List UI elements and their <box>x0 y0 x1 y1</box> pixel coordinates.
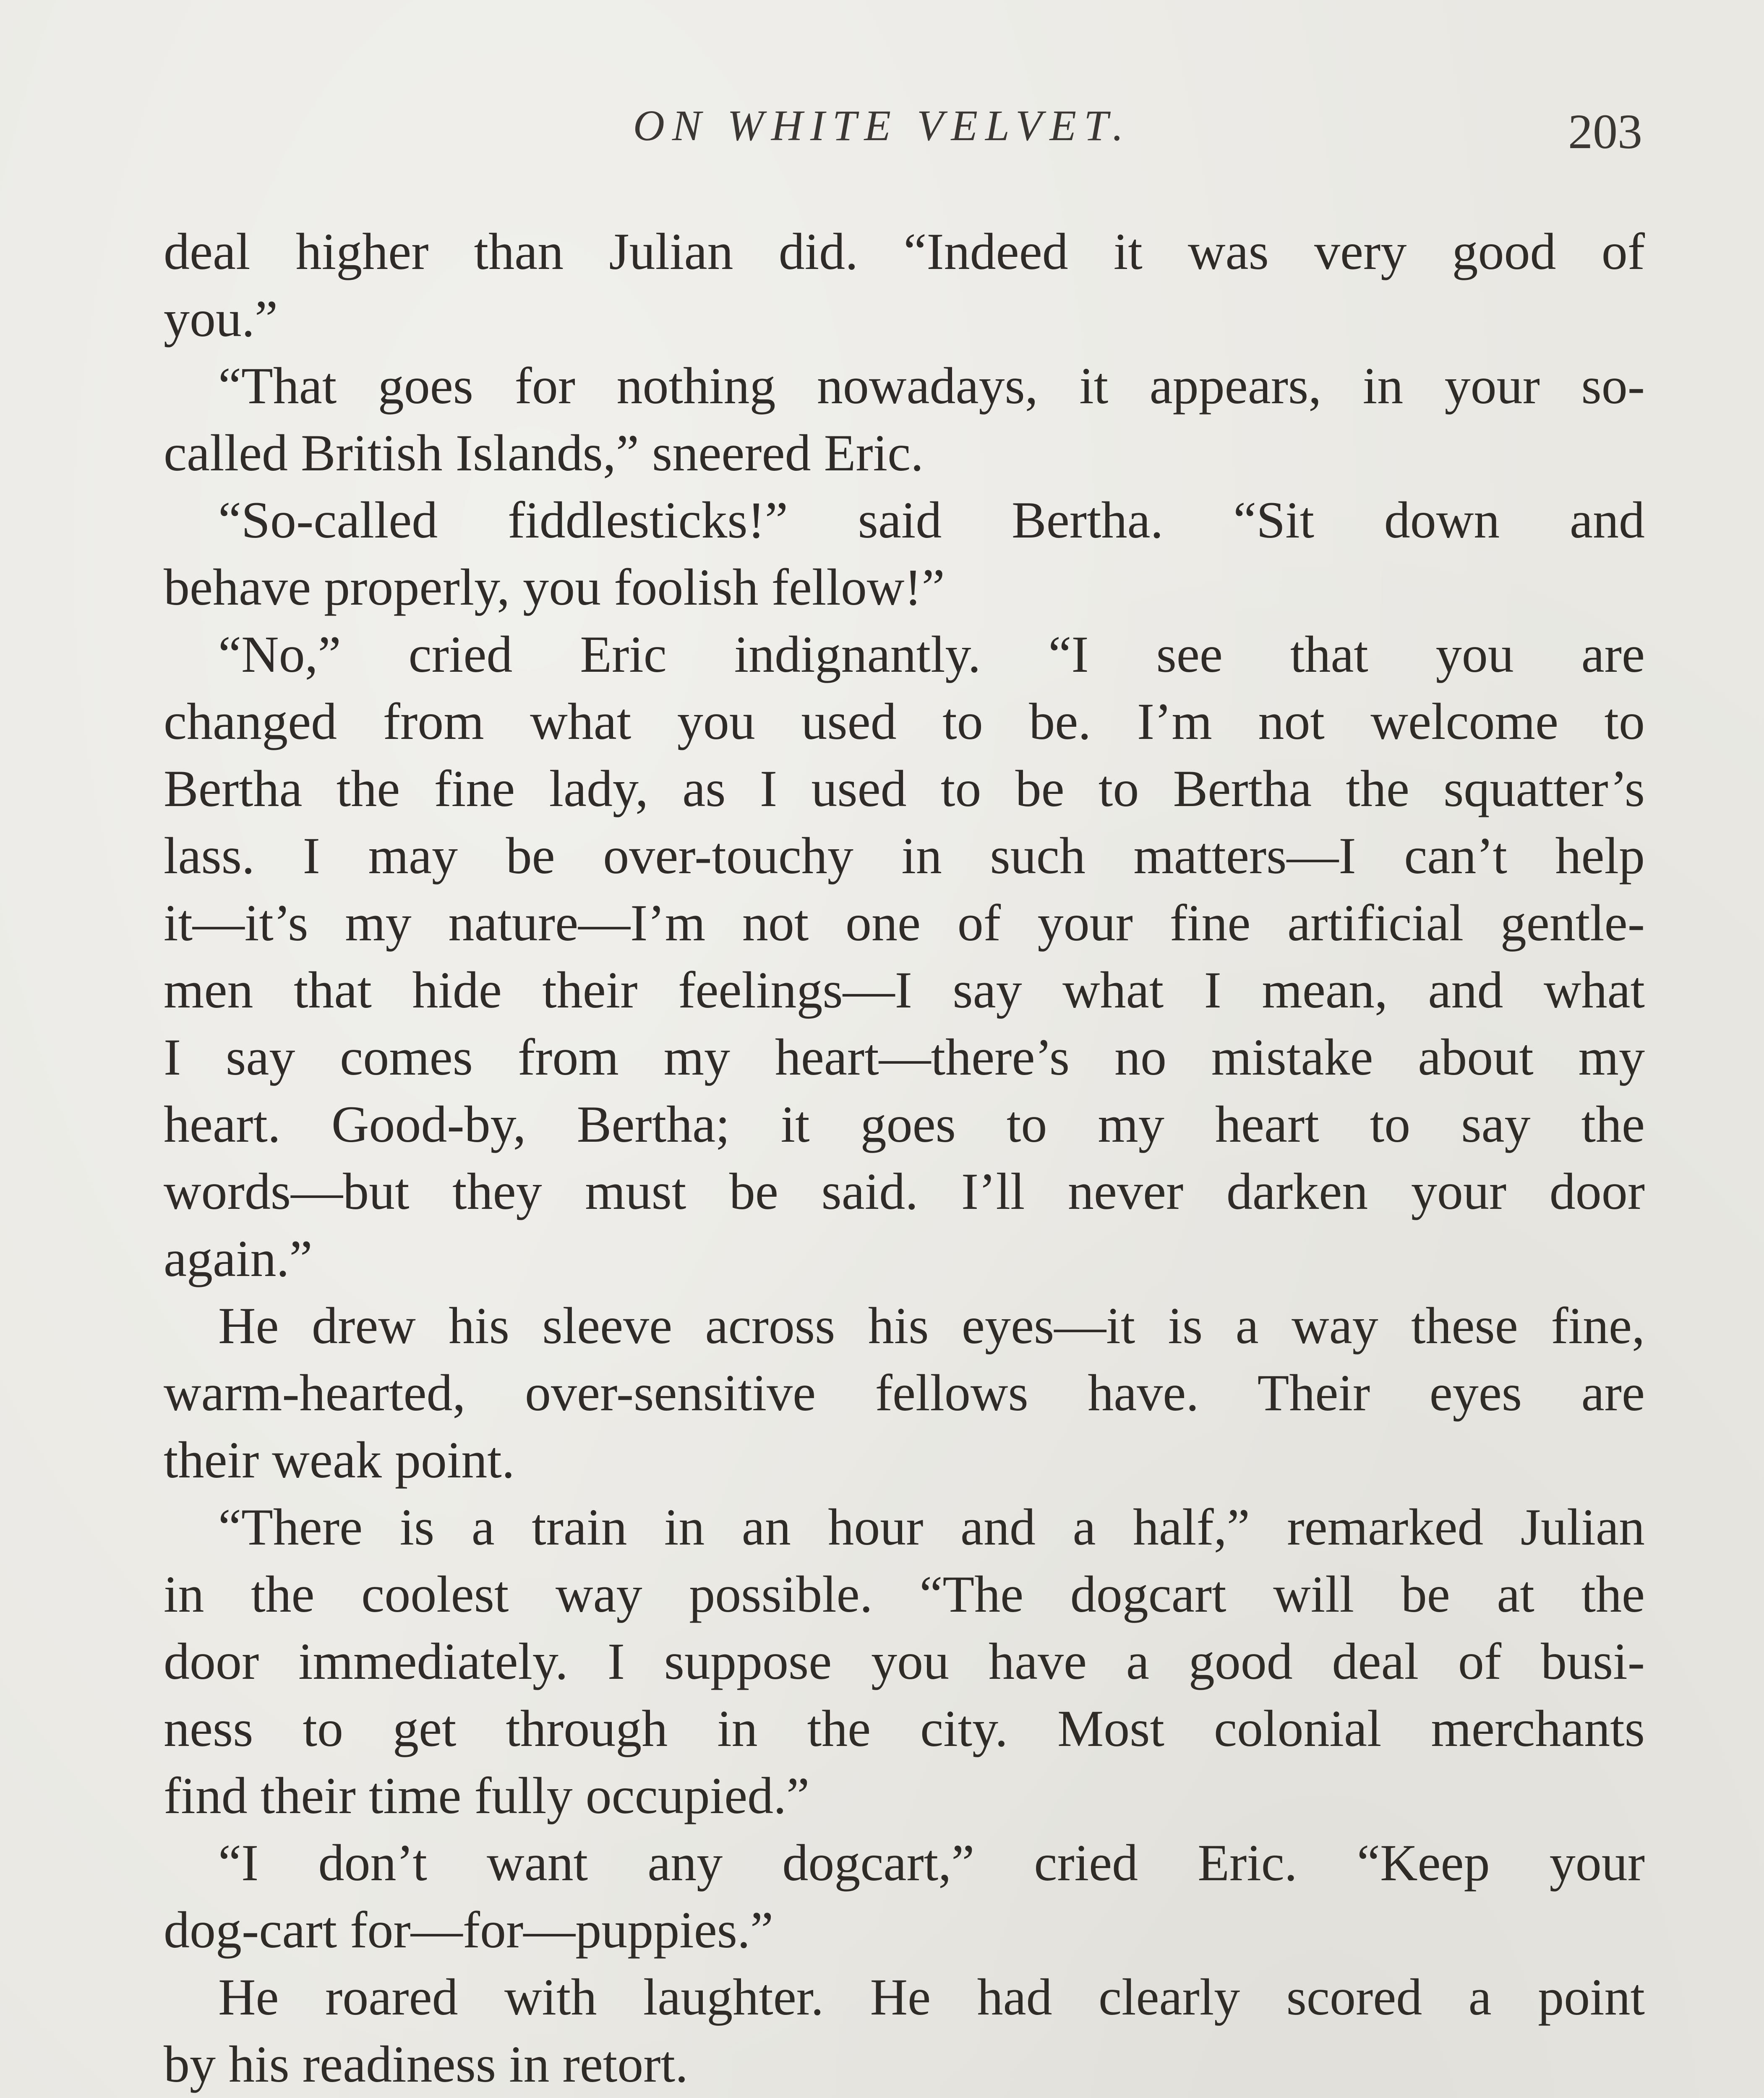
text-line: heart. Good-by, Bertha; it goes to my heart to say the <box>164 1096 1645 1153</box>
text-line: their weak point. <box>164 1431 515 1489</box>
running-title: ON WHITE VELVET. <box>633 102 1131 150</box>
text-line: “That goes for nothing nowadays, it appears, in your so- <box>218 357 1645 415</box>
text-line: “I don’t want any dogcart,” cried Eric. “Keep your <box>218 1834 1645 1892</box>
text-line: in the coolest way possible. “The dogcart will be at the <box>164 1566 1645 1623</box>
text-line: warm-hearted, over-sensitive fellows have. Their eyes are <box>164 1364 1645 1422</box>
text-line: words—but they must be said. I’ll never darken your door <box>164 1163 1645 1220</box>
text-line: He drew his sleeve across his eyes—it is a way these fine, <box>218 1297 1645 1354</box>
text-line: door immediately. I suppose you have a good deal of busi- <box>164 1633 1645 1690</box>
text-line: deal higher than Julian did. “Indeed it was very good of <box>164 223 1645 280</box>
running-head <box>0 101 1764 164</box>
text-line: by his readiness in retort. <box>164 2035 689 2093</box>
text-line: changed from what you used to be. I’m not welcome to <box>164 693 1645 750</box>
text-line: dog-cart for—for—puppies.” <box>164 1901 774 1959</box>
text-line: it—it’s my nature—I’m not one of your fine artificial gentle- <box>164 894 1645 952</box>
text-line: find their time fully occupied.” <box>164 1767 810 1824</box>
text-line: lass. I may be over-touchy in such matters—I can’t help <box>164 827 1645 885</box>
text-line: “No,” cried Eric indignantly. “I see that you are <box>218 626 1645 683</box>
text-line: I say comes from my heart—there’s no mistake about my <box>164 1028 1645 1086</box>
page-number: 203 <box>1568 104 1642 159</box>
text-line: Bertha the fine lady, as I used to be to Bertha the squatter’s <box>164 760 1645 817</box>
text-line: called British Islands,” sneered Eric. <box>164 424 924 482</box>
text-line: “There is a train in an hour and a half,” remarked Julian <box>218 1498 1645 1556</box>
text-line: behave properly, you foolish fellow!” <box>164 558 945 616</box>
text-line: men that hide their feelings—I say what I mean, and what <box>164 961 1645 1019</box>
text-line: ness to get through in the city. Most colonial merchants <box>164 1700 1645 1757</box>
text-line: “So-called fiddlesticks!” said Bertha. “Sit down and <box>218 491 1645 549</box>
text-line: again.” <box>164 1230 313 1287</box>
text-line: He roared with laughter. He had clearly scored a point <box>218 1968 1645 2026</box>
text-line: you.” <box>164 290 278 347</box>
